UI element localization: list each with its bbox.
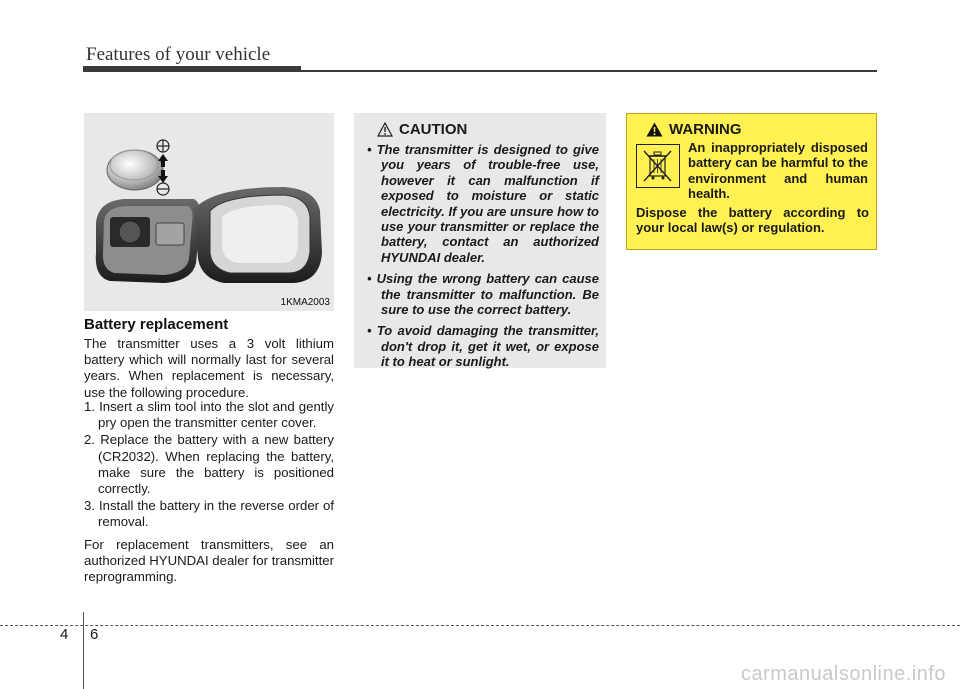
caution-item: • Using the wrong battery can cause the transmitter to malfunction. Be sure to use the correct battery.: [367, 271, 599, 318]
closing-paragraph: For replacement transmitters, see an authorized HYUNDAI dealer for transmitter reprogramming.: [84, 537, 334, 585]
figure-caption: 1KMA2003: [280, 297, 330, 308]
warning-body: [636, 140, 868, 202]
warning-header: [646, 121, 868, 138]
caution-header: [377, 121, 599, 138]
warning-triangle-icon: [646, 122, 663, 137]
caution-triangle-icon: [377, 122, 393, 137]
page-header-title: Features of your vehicle: [86, 44, 271, 65]
page-number: 6: [90, 626, 99, 643]
caution-list: [367, 142, 599, 370]
warning-box: [626, 113, 877, 250]
intro-paragraph: The transmitter uses a 3 volt lithium battery which will normally last for several years. When replacement is necessary, use the following procedure.: [84, 336, 334, 400]
chapter-number: 4: [60, 626, 69, 643]
procedure-step: 2. Replace the battery with a new battery (CR2032). When replacing the battery, make sure the battery is positioned correctly.: [84, 432, 334, 497]
watermark: carmanualsonline.info: [740, 663, 946, 685]
caution-item: • To avoid damaging the transmitter, don't drop it, get it wet, or expose it to heat or sunlight.: [367, 323, 599, 370]
warning-text: An inappropriately disposed battery can be harmful to the environment and human health.: [688, 140, 868, 202]
warning-title: WARNING: [669, 121, 742, 138]
header-rule-thick: [83, 66, 301, 72]
section-heading: Battery replacement: [84, 316, 229, 333]
procedure-step: 1. Insert a slim tool into the slot and gently pry open the transmitter center cover.: [84, 399, 334, 431]
footer-divider: [83, 612, 84, 689]
procedure-steps: [84, 399, 334, 532]
footer-dashed-rule: [0, 625, 960, 626]
header-rule-thin: [300, 70, 877, 72]
key-fob-illustration: [84, 113, 334, 311]
procedure-step: 3. Install the battery in the reverse order of removal.: [84, 498, 334, 530]
crossed-bin-icon: [636, 144, 680, 188]
caution-item: • The transmitter is designed to give you years of trouble-free use, however it can malfunction if exposed to moisture or static electricity. If you are unsure how to use your transmitter or replace the battery, contact an authorized HYUNDAI dealer.: [367, 142, 599, 265]
caution-title: CAUTION: [399, 121, 468, 138]
warning-disposal-text: Dispose the battery according to your local law(s) or regulation.: [636, 204, 869, 236]
caution-box: [354, 113, 606, 368]
battery-figure: [84, 113, 334, 311]
